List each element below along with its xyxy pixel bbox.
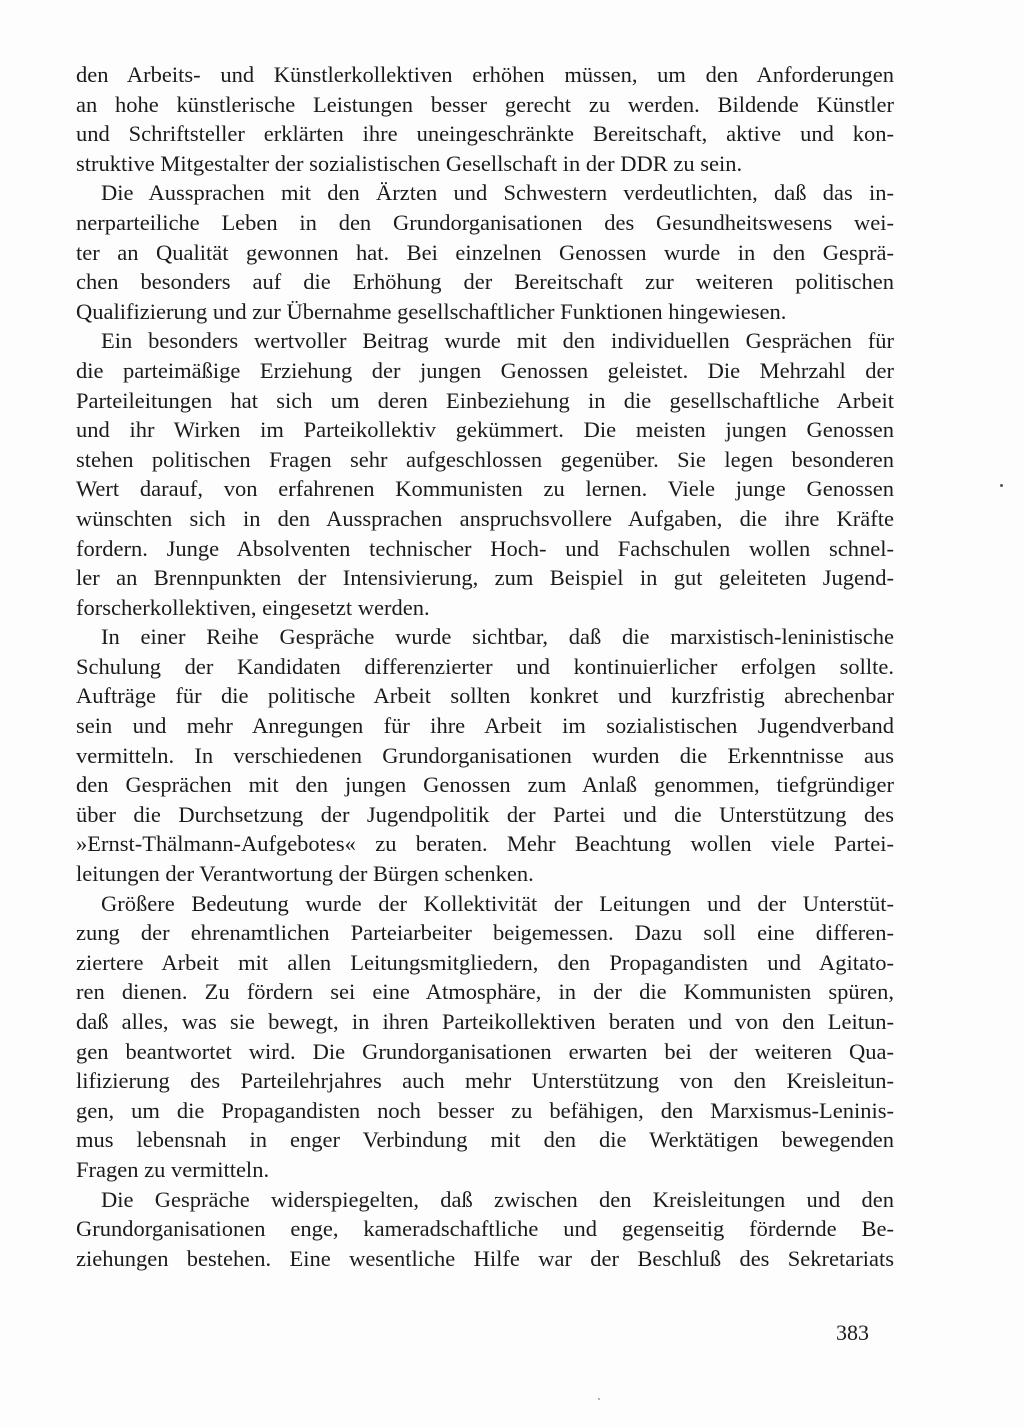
- text-line: Wert darauf, von erfahrenen Kommunisten zu lernen. Viele junge Genossen: [76, 476, 894, 502]
- text-line: ziertere Arbeit mit allen Leitungsmitgliedern, den Propagandisten und Agitato-: [76, 949, 894, 975]
- text-line: Größere Bedeutung wurde der Kollektivität der Leitungen und der Unterstüt-: [101, 890, 894, 916]
- scan-speck: [598, 1398, 600, 1400]
- text-line: nerparteiliche Leben in den Grundorganisationen des Gesundheitswesens wei-: [76, 209, 894, 235]
- text-line: den Gesprächen mit den jungen Genossen zum Anlaß genommen, tiefgründiger: [76, 772, 894, 798]
- text-line: ziehungen bestehen. Eine wesentliche Hilfe war der Beschluß des Sekretariats: [76, 1245, 894, 1271]
- text-line: zung der ehrenamtlichen Parteiarbeiter beigemessen. Dazu soll eine differen-: [76, 920, 894, 946]
- text-line: forscherkollektiven, eingesetzt werden.: [76, 594, 430, 620]
- text-line: und Schriftsteller erklärten ihre uneingeschränkte Bereitschaft, aktive und kon-: [76, 121, 894, 147]
- text-line: Aufträge für die politische Arbeit sollten konkret und kurzfristig abrechenbar: [76, 683, 894, 709]
- text-line: gen beantwortet wird. Die Grundorganisationen erwarten bei der weiteren Qua-: [76, 1038, 894, 1064]
- text-line: Ein besonders wertvoller Beitrag wurde mit den individuellen Gesprächen für: [101, 328, 894, 354]
- text-line: Parteileitungen hat sich um deren Einbeziehung in die gesellschaftliche Arbeit: [76, 387, 894, 413]
- text-line: lifizierung des Parteilehrjahres auch mehr Unterstützung von den Kreisleitun-: [76, 1068, 894, 1094]
- text-line: »Ernst-Thälmann-Aufgebotes« zu beraten. Mehr Beachtung wollen viele Partei-: [76, 831, 894, 857]
- text-line: ren dienen. Zu fördern sei eine Atmosphäre, in der die Kommunisten spüren,: [76, 979, 894, 1005]
- text-line: chen besonders auf die Erhöhung der Bereitschaft zur weiteren politischen: [76, 269, 894, 295]
- text-line: an hohe künstlerische Leistungen besser gerecht zu werden. Bildende Künstler: [76, 91, 894, 117]
- text-line: Die Aussprachen mit den Ärzten und Schwestern verdeutlichten, daß das in-: [101, 180, 894, 206]
- text-line: den Arbeits- und Künstlerkollektiven erhöhen müssen, um den Anforderungen: [76, 62, 894, 87]
- text-line: Fragen zu vermitteln.: [76, 1156, 270, 1182]
- text-line: Grundorganisationen enge, kameradschaftliche und gegenseitig fördernde Be-: [76, 1216, 894, 1242]
- text-line: leitungen der Verantwortung der Bürgen schenken.: [76, 861, 534, 887]
- text-line: stehen politischen Fragen sehr aufgeschlossen gegenüber. Sie legen besonderen: [76, 446, 894, 472]
- text-line: wünschten sich in den Aussprachen anspruchsvollere Aufgaben, die ihre Kräfte: [76, 505, 894, 531]
- text-line: struktive Mitgestalter der sozialistischen Gesellschaft in der DDR zu sein.: [76, 150, 743, 176]
- text-line: gen, um die Propagandisten noch besser zu befähigen, den Marxismus-Leninis-: [76, 1097, 894, 1123]
- text-line: vermitteln. In verschiedenen Grundorganisationen wurden die Erkenntnisse aus: [76, 742, 894, 768]
- page-number: 383: [836, 1320, 869, 1345]
- text-line: Die Gespräche widerspiegelten, daß zwischen den Kreisleitungen und den: [101, 1186, 894, 1212]
- text-line: mus lebensnah in enger Verbindung mit den die Werktätigen bewegenden: [76, 1127, 894, 1153]
- text-line: In einer Reihe Gespräche wurde sichtbar, daß die marxistisch-leninistische: [101, 624, 894, 650]
- text-line: Qualifizierung und zur Übernahme gesellschaftlicher Funktionen hingewiesen.: [76, 298, 787, 324]
- scan-speck: [1000, 484, 1003, 487]
- text-line: daß alles, was sie bewegt, in ihren Parteikollektiven beraten und von den Leitun-: [76, 1009, 894, 1034]
- text-line: und ihr Wirken im Parteikollektiv gekümmert. Die meisten jungen Genossen: [76, 417, 894, 443]
- text-line: ler an Brennpunkten der Intensivierung, zum Beispiel in gut geleiteten Jugend-: [76, 565, 894, 591]
- text-line: Schulung der Kandidaten differenzierter und kontinuierlicher erfolgen sollte.: [76, 653, 894, 679]
- text-line: über die Durchsetzung der Jugendpolitik der Partei und die Unterstützung des: [76, 801, 894, 827]
- text-line: ter an Qualität gewonnen hat. Bei einzelnen Genossen wurde in den Gesprä-: [76, 239, 894, 265]
- body-text: [76, 60, 894, 1273]
- text-line: sein und mehr Anregungen für ihre Arbeit im sozialistischen Jugendverband: [76, 713, 894, 739]
- text-line: fordern. Junge Absolventen technischer Hoch- und Fachschulen wollen schnel-: [76, 535, 894, 561]
- text-line: die parteimäßige Erziehung der jungen Genossen geleistet. Die Mehrzahl der: [76, 357, 894, 383]
